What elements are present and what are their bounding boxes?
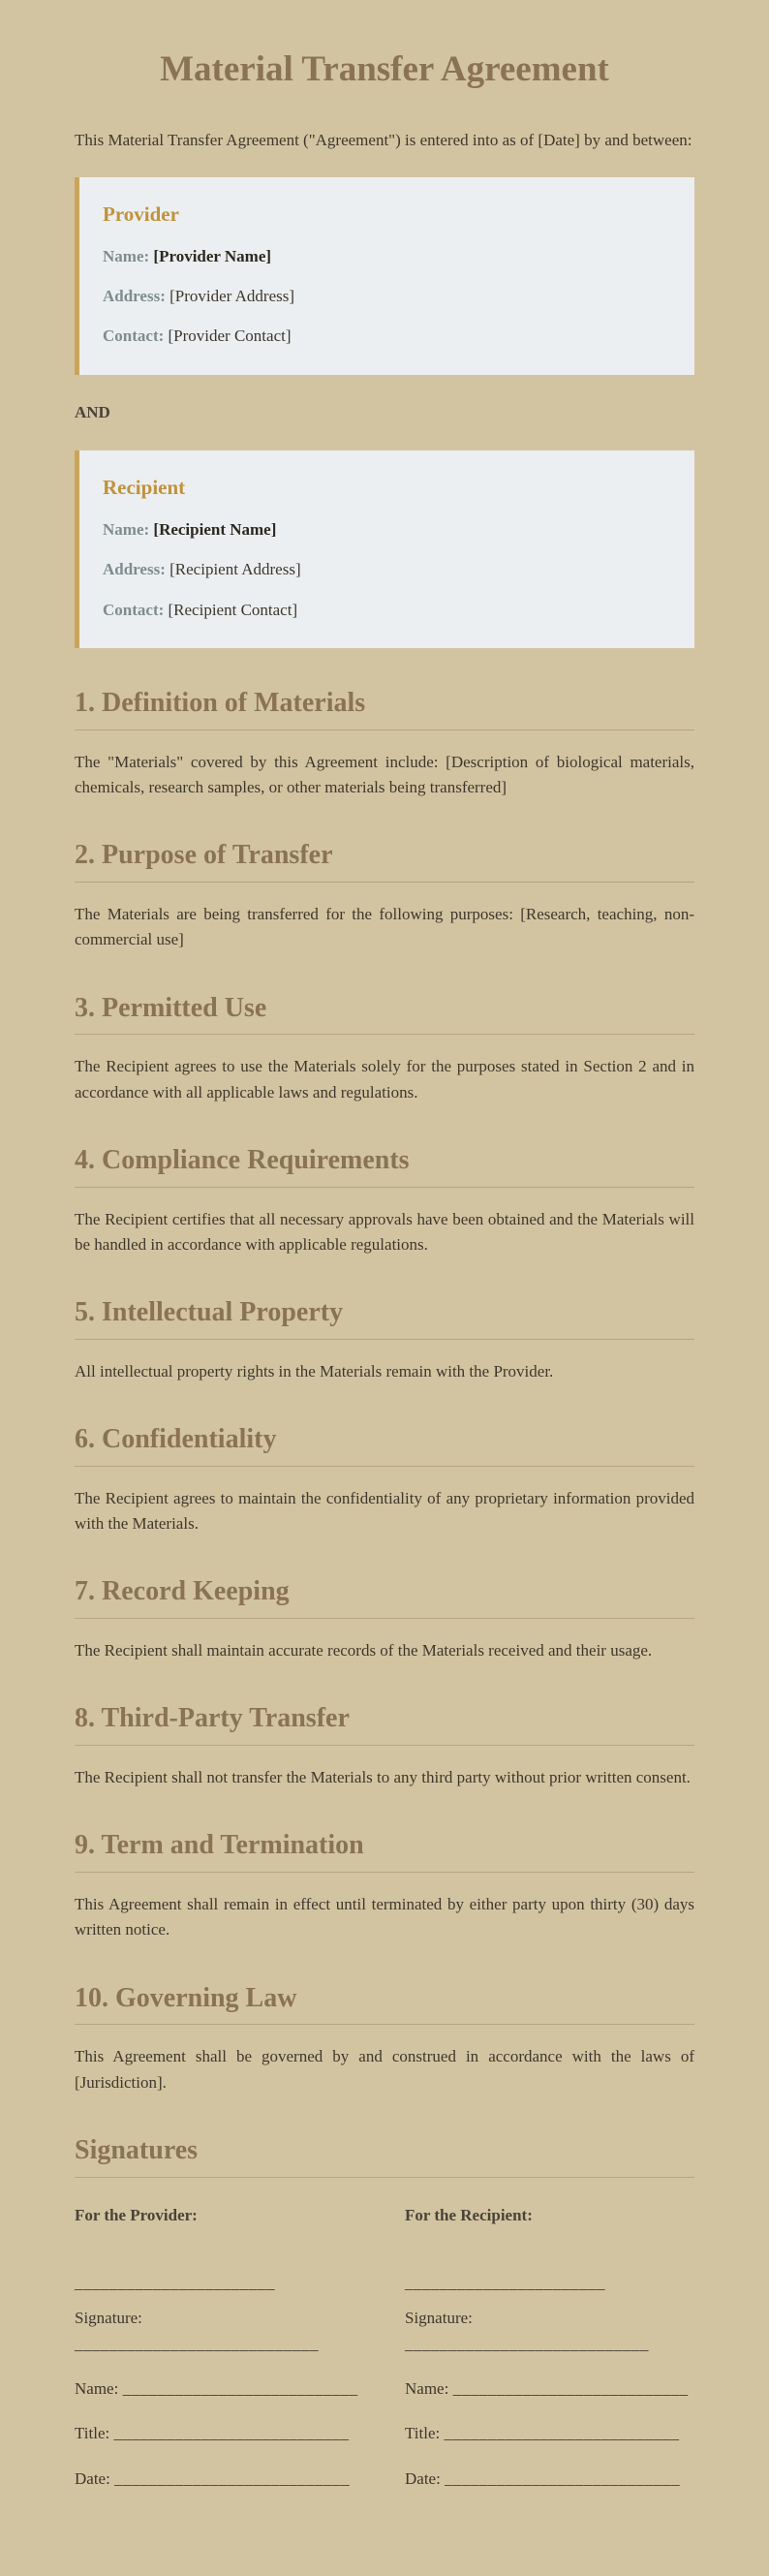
recipient-box (75, 450, 694, 648)
section-heading: 9. Term and Termination (75, 1829, 694, 1873)
section-heading: 4. Compliance Requirements (75, 1144, 694, 1188)
name-label: Name: (405, 2378, 449, 2398)
recipient-address-value: [Recipient Address] (169, 560, 301, 579)
recipient-contact-field (103, 598, 671, 623)
section-heading: 5. Intellectual Property (75, 1296, 694, 1340)
recipient-date-row (405, 2467, 694, 2492)
and-separator: AND (75, 402, 110, 421)
section-heading: 10. Governing Law (75, 1982, 694, 2026)
provider-date-row (75, 2467, 364, 2492)
contact-label: Contact: (103, 600, 165, 619)
agreement-document (75, 0, 694, 2509)
recipient-title-row (405, 2421, 694, 2446)
recipient-contact-value: [Recipient Contact] (168, 600, 298, 619)
section-body: The Materials are being transferred for the following purposes: [Research, teaching, non-commercial use] (75, 905, 694, 949)
recipient-name-line: ___________________________ (452, 2378, 689, 2398)
section-body: The Recipient shall not transfer the Materials to any third party without prior written consent. (75, 1768, 691, 1787)
recipient-address-field (103, 557, 671, 582)
signature-grid (75, 2203, 694, 2492)
recipient-heading: Recipient (103, 476, 186, 500)
section-body: All intellectual property rights in the Materials remain with the Provider. (75, 1361, 554, 1381)
provider-sign-line: _______________________ (75, 2273, 275, 2292)
section-definition-of-materials (75, 687, 694, 800)
intro-paragraph: This Material Transfer Agreement ("Agreement") is entered into as of [Date] by and between: (75, 131, 692, 150)
provider-address-value: [Provider Address] (169, 287, 295, 306)
section-confidentiality (75, 1423, 694, 1536)
recipient-title-line: ___________________________ (444, 2424, 680, 2443)
provider-contact-field (103, 324, 671, 349)
signature-label: Signature: (405, 2309, 473, 2328)
name-label: Name: (103, 246, 150, 265)
name-label: Name: (103, 520, 150, 540)
section-body: The Recipient agrees to use the Materials solely for the purposes stated in Section 2 and in accordance with all applicable laws and regulations. (75, 1057, 694, 1102)
section-body: The Recipient shall maintain accurate records of the Materials received and their usage. (75, 1641, 653, 1660)
section-term-and-termination (75, 1829, 694, 1942)
recipient-name-value: [Recipient Name] (153, 520, 277, 540)
provider-title-line: ___________________________ (113, 2424, 350, 2443)
recipient-signature-block (405, 2203, 694, 2492)
section-third-party-transfer (75, 1702, 694, 1790)
provider-address-field (103, 284, 671, 309)
signatures-heading: Signatures (75, 2134, 694, 2178)
address-label: Address: (103, 560, 166, 579)
section-heading: 7. Record Keeping (75, 1575, 694, 1619)
section-heading: 2. Purpose of Transfer (75, 839, 694, 883)
provider-date-line: ___________________________ (114, 2468, 351, 2488)
recipient-name-field (103, 517, 671, 543)
section-heading: 8. Third-Party Transfer (75, 1702, 694, 1746)
provider-box (75, 177, 694, 375)
provider-name-field (103, 244, 671, 269)
date-label: Date: (75, 2468, 110, 2488)
page-title: Material Transfer Agreement (160, 49, 609, 89)
section-compliance-requirements (75, 1144, 694, 1257)
recipient-name-row (405, 2376, 694, 2402)
section-record-keeping (75, 1575, 694, 1663)
recipient-signature-line: ____________________________ (405, 2334, 649, 2353)
provider-name-row (75, 2376, 364, 2402)
contact-label: Contact: (103, 326, 165, 346)
provider-signature-line: ____________________________ (75, 2334, 319, 2353)
recipient-sign-line: _______________________ (405, 2273, 605, 2292)
provider-title-row (75, 2421, 364, 2446)
section-purpose-of-transfer (75, 839, 694, 952)
name-label: Name: (75, 2378, 119, 2398)
section-body: This Agreement shall remain in effect until terminated by either party upon thirty (30) days written notice. (75, 1894, 694, 1940)
section-intellectual-property (75, 1296, 694, 1384)
section-heading: 3. Permitted Use (75, 992, 694, 1036)
provider-name-line: ___________________________ (122, 2378, 358, 2398)
section-permitted-use (75, 992, 694, 1105)
section-body: The "Materials" covered by this Agreement include: [Description of biological materials, chemicals, research samples, or other materials being transferred] (75, 752, 694, 797)
recipient-signature-field (405, 2306, 694, 2357)
section-governing-law (75, 1982, 694, 2095)
section-body: The Recipient certifies that all necessary approvals have been obtained and the Materials will be handled in accordance with applicable regulations. (75, 1209, 694, 1254)
signature-label: Signature: (75, 2309, 142, 2328)
section-heading: 6. Confidentiality (75, 1423, 694, 1467)
provider-heading: Provider (103, 202, 179, 226)
for-provider-label: For the Provider: (75, 2205, 198, 2224)
provider-signature-block (75, 2203, 364, 2492)
section-body: This Agreement shall be governed by and construed in accordance with the laws of [Jurisdiction]. (75, 2047, 694, 2092)
provider-contact-value: [Provider Contact] (168, 326, 292, 346)
section-body: The Recipient agrees to maintain the confidentiality of any proprietary information provided with the Materials. (75, 1488, 694, 1534)
provider-name-value: [Provider Name] (153, 246, 272, 265)
title-label: Title: (75, 2424, 110, 2443)
for-recipient-label: For the Recipient: (405, 2205, 533, 2224)
section-heading: 1. Definition of Materials (75, 687, 694, 730)
date-label: Date: (405, 2468, 441, 2488)
recipient-date-line: ___________________________ (445, 2468, 681, 2488)
title-label: Title: (405, 2424, 441, 2443)
provider-signature-field (75, 2306, 364, 2357)
address-label: Address: (103, 287, 166, 306)
